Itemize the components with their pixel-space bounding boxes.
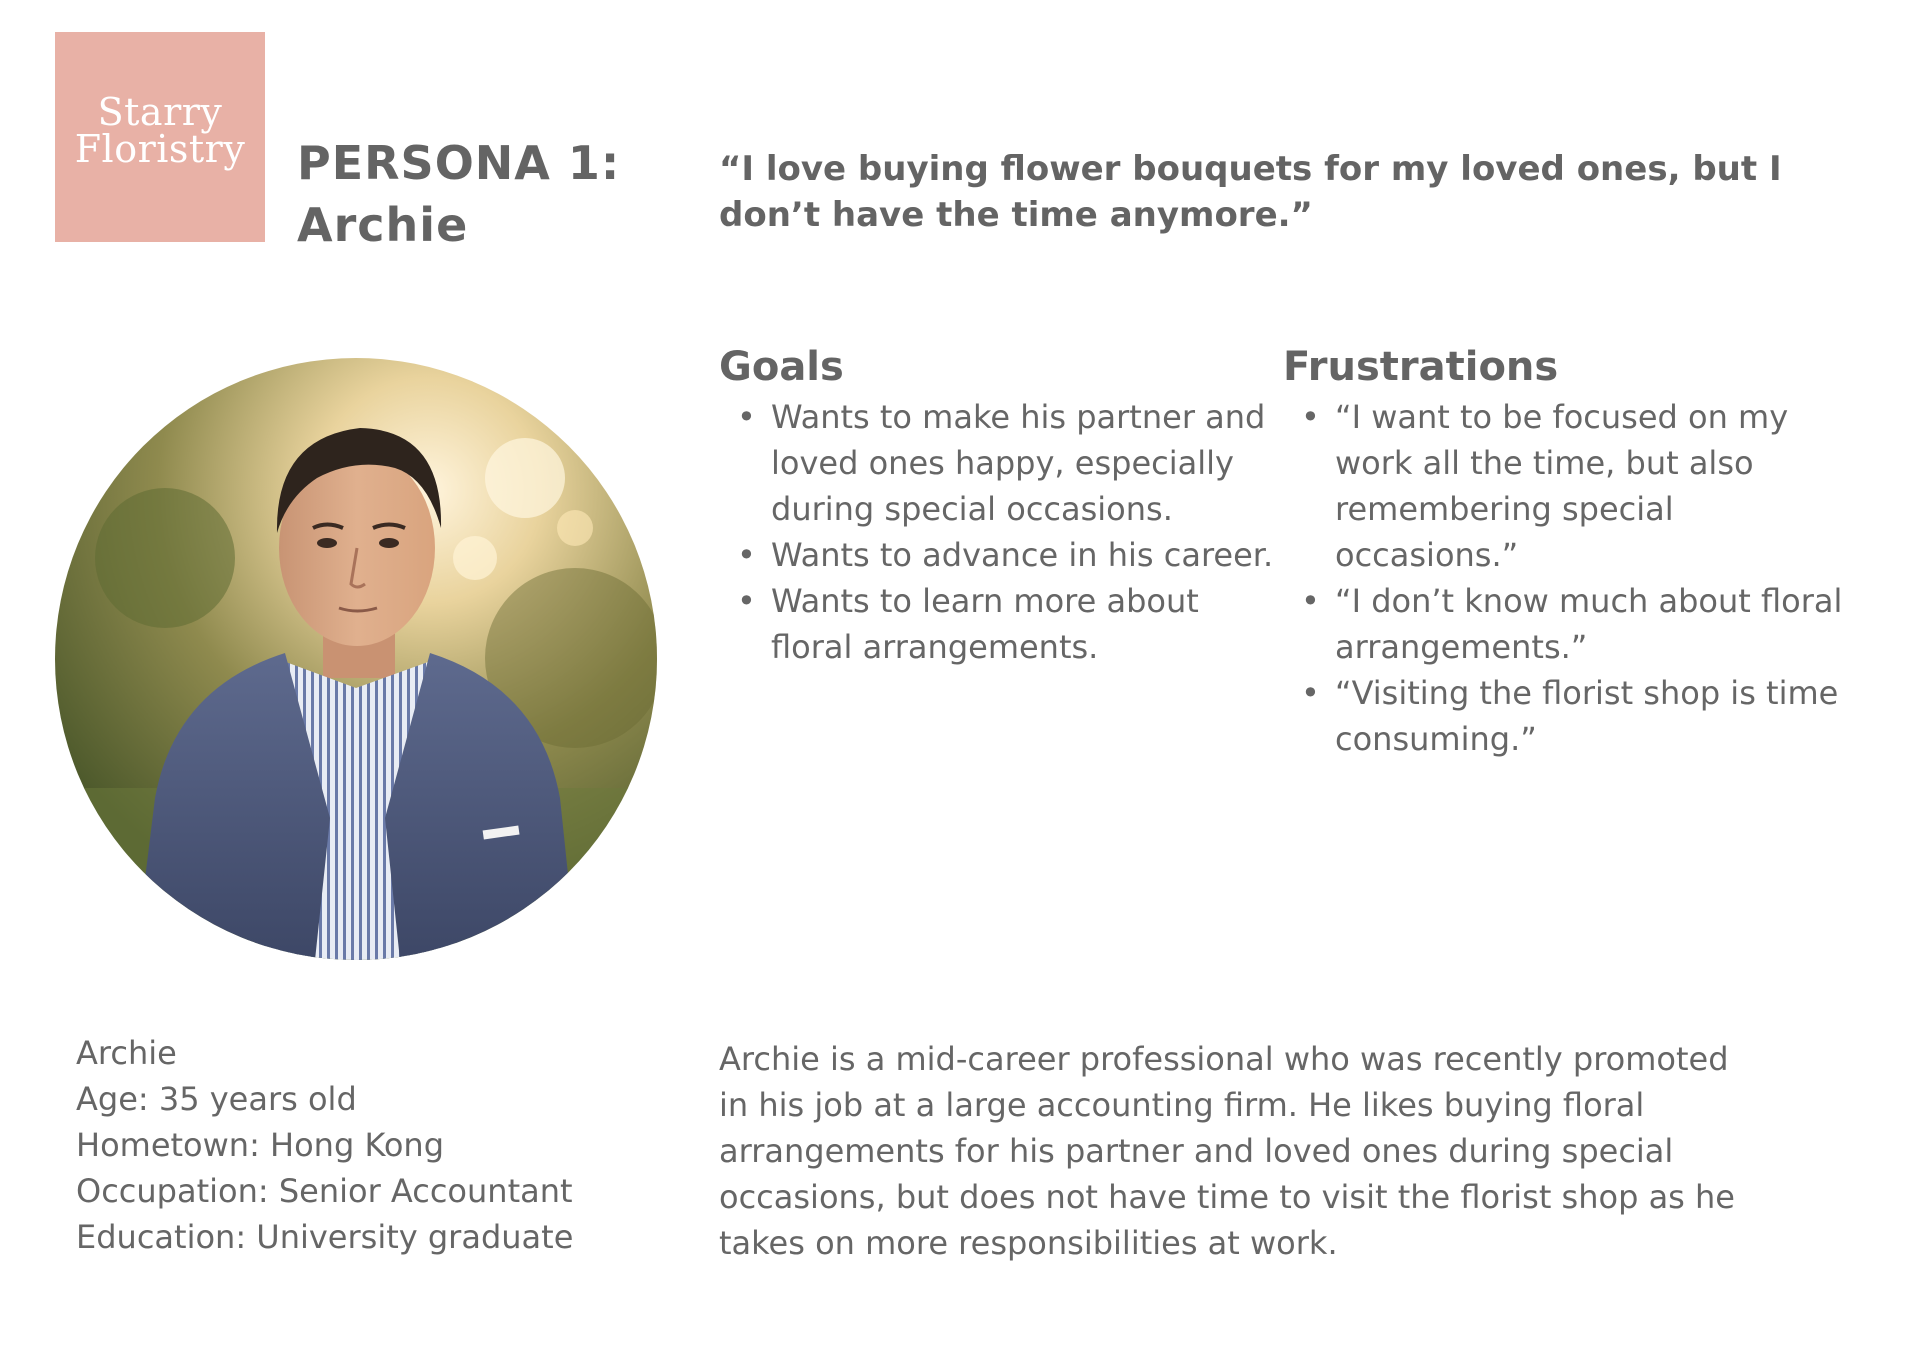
- goal-item: • Wants to advance in his career.: [719, 532, 1279, 578]
- persona-name: Archie: [297, 198, 469, 252]
- frustration-item: • “I don’t know much about floral arrangements.”: [1283, 578, 1853, 670]
- profile-name: Archie: [76, 1034, 177, 1072]
- persona-quote: “I love buying flower bouquets for my loved ones, but I don’t have the time anymore.”: [719, 149, 1782, 235]
- profile-age: Age: 35 years old: [76, 1080, 357, 1118]
- frustrations-heading: Frustrations: [1283, 344, 1559, 390]
- brand-logo: [55, 32, 265, 242]
- goals-list: [719, 394, 1279, 670]
- frustration-item: • “I want to be focused on my work all the time, but also remembering special occasions.”: [1283, 394, 1853, 578]
- brand-name-line1: Starry: [97, 90, 223, 134]
- frustrations-section: [1283, 340, 1853, 762]
- persona-profile: [76, 1030, 573, 1260]
- goals-heading: Goals: [719, 344, 844, 390]
- persona-bio: Archie is a mid-career professional who was recently promoted in his job at a large accounting firm. He likes buying floral arrangements for his partner and loved ones during special occasions, but does not have time to visit the florist shop as he takes on more responsibilities at work.: [719, 1040, 1735, 1262]
- persona-photo: [55, 358, 657, 960]
- profile-education: Education: University graduate: [76, 1218, 574, 1256]
- persona-label: PERSONA 1:: [297, 136, 621, 190]
- goals-section: [719, 340, 1279, 670]
- frustration-item: • “Visiting the florist shop is time consuming.”: [1283, 670, 1853, 762]
- goal-item: • Wants to make his partner and loved ones happy, especially during special occasions.: [719, 394, 1279, 532]
- frustrations-list: [1283, 394, 1853, 762]
- persona-title: [297, 132, 620, 256]
- profile-occupation: Occupation: Senior Accountant: [76, 1172, 573, 1210]
- profile-hometown: Hometown: Hong Kong: [76, 1126, 444, 1164]
- brand-name-line2: Floristry: [74, 127, 246, 171]
- goal-item: • Wants to learn more about floral arrangements.: [719, 578, 1279, 670]
